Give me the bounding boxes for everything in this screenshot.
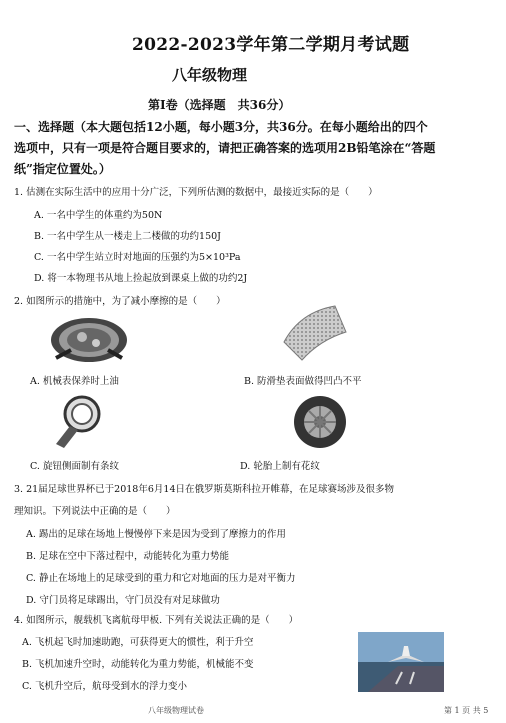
- tire-image: [292, 394, 348, 450]
- q1-option-d: D. 将一本物理书从地上捡起放到课桌上做的功约2J: [34, 273, 248, 284]
- q4-option-c: C. 飞机升空后，航母受到水的浮力变小: [22, 681, 187, 692]
- question-4-stem: 4. 如图所示，舰载机飞离航母甲板. 下列有关说法正确的是（ ）: [14, 615, 299, 626]
- instruction-line: 纸”指定位置处。）: [14, 162, 111, 176]
- section-heading: 第Ⅰ卷（选择题 共36分）: [148, 98, 291, 112]
- question-3-stem-cont: 理知识。下列说法中正确的是（ ）: [14, 506, 176, 517]
- mechanical-watch-image: [46, 312, 132, 366]
- q2-option-b: B. 防滑垫表面做得凹凸不平: [244, 376, 362, 387]
- page-title: 2022-2023学年第二学期月考试题: [132, 35, 410, 55]
- instruction-line: 选项中，只有一项是符合题目要求的，请把正确答案的选项用2B铅笔涂在“答题: [14, 141, 436, 155]
- question-3-stem: 3. 21届足球世界杯已于2018年6月14日在俄罗斯莫斯科拉开帷幕，在足球赛场涉及很多物: [14, 484, 394, 495]
- question-1-stem: 1. 估测在实际生活中的应用十分广泛，下列所估测的数据中，最接近实际的是（ ）: [14, 187, 378, 198]
- q3-option-d: D. 守门员将足球踢出，守门员没有对足球做功: [26, 595, 220, 606]
- footer-label: 八年级物理试卷: [148, 706, 204, 715]
- q1-option-c: C. 一名中学生站立时对地面的压强约为5×10³Pa: [34, 252, 241, 263]
- q3-option-a: A. 踢出的足球在场地上慢慢停下来是因为受到了摩擦力的作用: [26, 529, 286, 540]
- page-subtitle: 八年级物理: [172, 66, 248, 84]
- q3-option-c: C. 静止在场地上的足球受到的重力和它对地面的压力是对平衡力: [26, 573, 296, 584]
- carrier-jet-image: [358, 632, 444, 692]
- q1-option-a: A. 一名中学生的体重约为50N: [34, 210, 163, 221]
- knob-image: [50, 394, 112, 450]
- q1-option-b: B. 一名中学生从一楼走上二楼做的功约150J: [34, 231, 221, 242]
- q2-option-c: C. 旋钮侧面制有条纹: [30, 461, 119, 472]
- question-2-stem: 2. 如图所示的措施中，为了减小摩擦的是（ ）: [14, 296, 226, 307]
- q4-option-b: B. 飞机加速升空时，动能转化为重力势能，机械能不变: [22, 659, 254, 670]
- q2-option-a: A. 机械表保养时上油: [30, 376, 119, 387]
- page-number: 第 1 页 共 5: [444, 706, 489, 715]
- anti-slip-mat-image: [280, 302, 350, 364]
- q4-option-a: A. 飞机起飞时加速助跑，可获得更大的惯性，利于升空: [22, 637, 254, 648]
- instruction-line: 一、选择题（本大题包括12小题，每小题3分，共36分。在每小题给出的四个: [14, 120, 428, 134]
- q3-option-b: B. 足球在空中下落过程中，动能转化为重力势能: [26, 551, 230, 562]
- q2-option-d: D. 轮胎上制有花纹: [240, 461, 320, 472]
